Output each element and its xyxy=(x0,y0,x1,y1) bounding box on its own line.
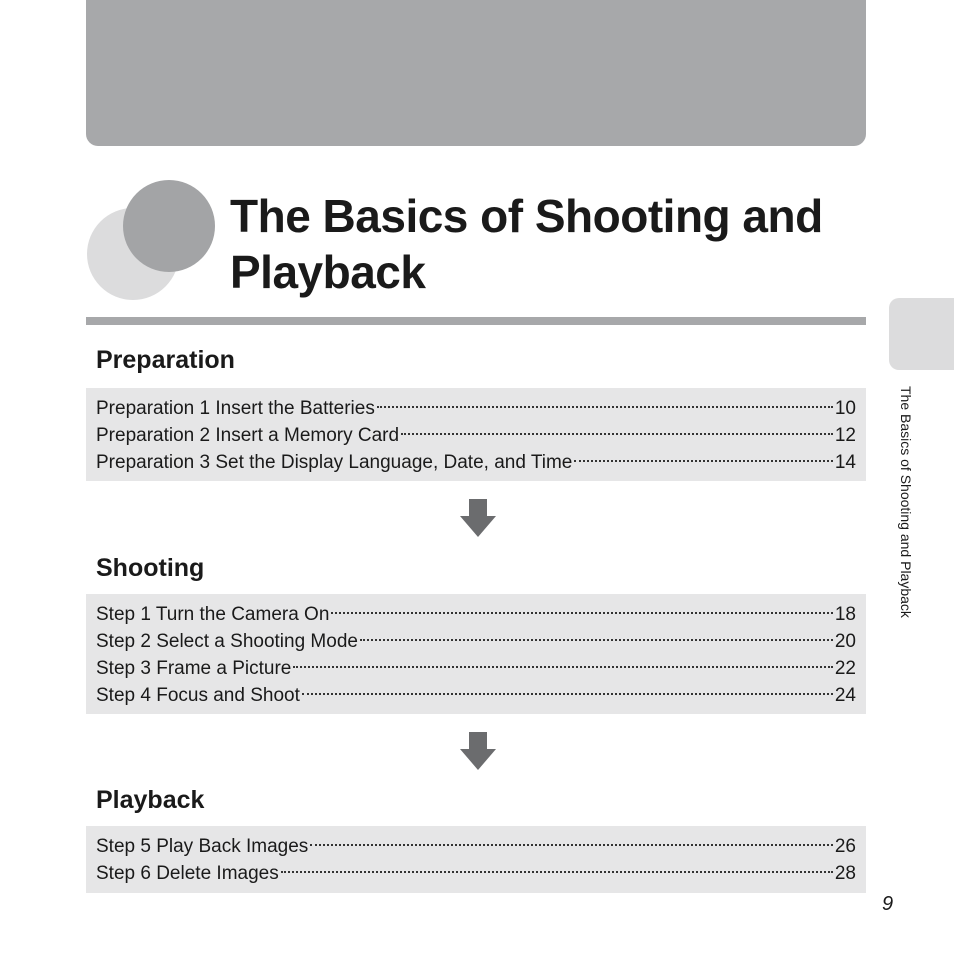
dot-leader xyxy=(331,612,832,614)
side-tab-label: The Basics of Shooting and Playback xyxy=(898,386,914,618)
toc-entry[interactable] xyxy=(96,601,856,628)
down-arrow-icon xyxy=(460,499,496,537)
toc-entry-label: Step 5 Play Back Images xyxy=(96,836,309,857)
dot-leader xyxy=(293,666,832,668)
toc-entry[interactable] xyxy=(96,655,856,682)
toc-entry-label: Step 1 Turn the Camera On xyxy=(96,604,330,625)
toc-entry-page: 10 xyxy=(834,398,856,419)
toc-entry[interactable] xyxy=(96,682,856,709)
dot-leader xyxy=(401,433,833,435)
toc-entry[interactable] xyxy=(96,395,856,422)
down-arrow-icon xyxy=(460,732,496,770)
toc-entry-page: 18 xyxy=(834,604,856,625)
toc-entry[interactable] xyxy=(96,449,856,476)
toc-entry[interactable] xyxy=(96,422,856,449)
toc-entry-page: 26 xyxy=(834,836,856,857)
dot-leader xyxy=(310,844,833,846)
toc-entry-page: 24 xyxy=(834,685,856,706)
toc-entry[interactable] xyxy=(96,628,856,655)
toc-entry-label: Preparation 3 Set the Display Language, Date, and Time xyxy=(96,452,573,473)
toc-entry-label: Step 6 Delete Images xyxy=(96,863,279,884)
toc-entry-label: Step 4 Focus and Shoot xyxy=(96,685,300,706)
side-tab xyxy=(889,298,954,370)
toc-entry-label: Step 2 Select a Shooting Mode xyxy=(96,631,358,652)
toc-entry-label: Preparation 2 Insert a Memory Card xyxy=(96,425,400,446)
toc-box-playback xyxy=(86,826,866,893)
section-heading-preparation: Preparation xyxy=(96,346,235,374)
page-title: The Basics of Shooting and Playback xyxy=(230,190,823,298)
toc-box-preparation xyxy=(86,388,866,481)
section-heading-playback: Playback xyxy=(96,786,205,814)
header-band xyxy=(86,0,866,146)
toc-entry[interactable] xyxy=(96,833,856,860)
dot-leader xyxy=(360,639,833,641)
dot-leader xyxy=(574,460,833,462)
dot-leader xyxy=(281,871,833,873)
decorative-circle-dark xyxy=(123,180,215,272)
title-rule xyxy=(86,317,866,325)
toc-entry-label: Preparation 1 Insert the Batteries xyxy=(96,398,375,419)
toc-entry-page: 28 xyxy=(834,863,856,884)
dot-leader xyxy=(302,693,833,695)
toc-entry[interactable] xyxy=(96,860,856,887)
section-heading-shooting: Shooting xyxy=(96,554,205,582)
toc-entry-page: 12 xyxy=(834,425,856,446)
toc-entry-page: 20 xyxy=(834,631,856,652)
page-number: 9 xyxy=(882,893,894,915)
toc-entry-page: 22 xyxy=(834,658,856,679)
toc-entry-label: Step 3 Frame a Picture xyxy=(96,658,292,679)
toc-box-shooting xyxy=(86,594,866,714)
toc-entry-page: 14 xyxy=(834,452,856,473)
dot-leader xyxy=(377,406,833,408)
